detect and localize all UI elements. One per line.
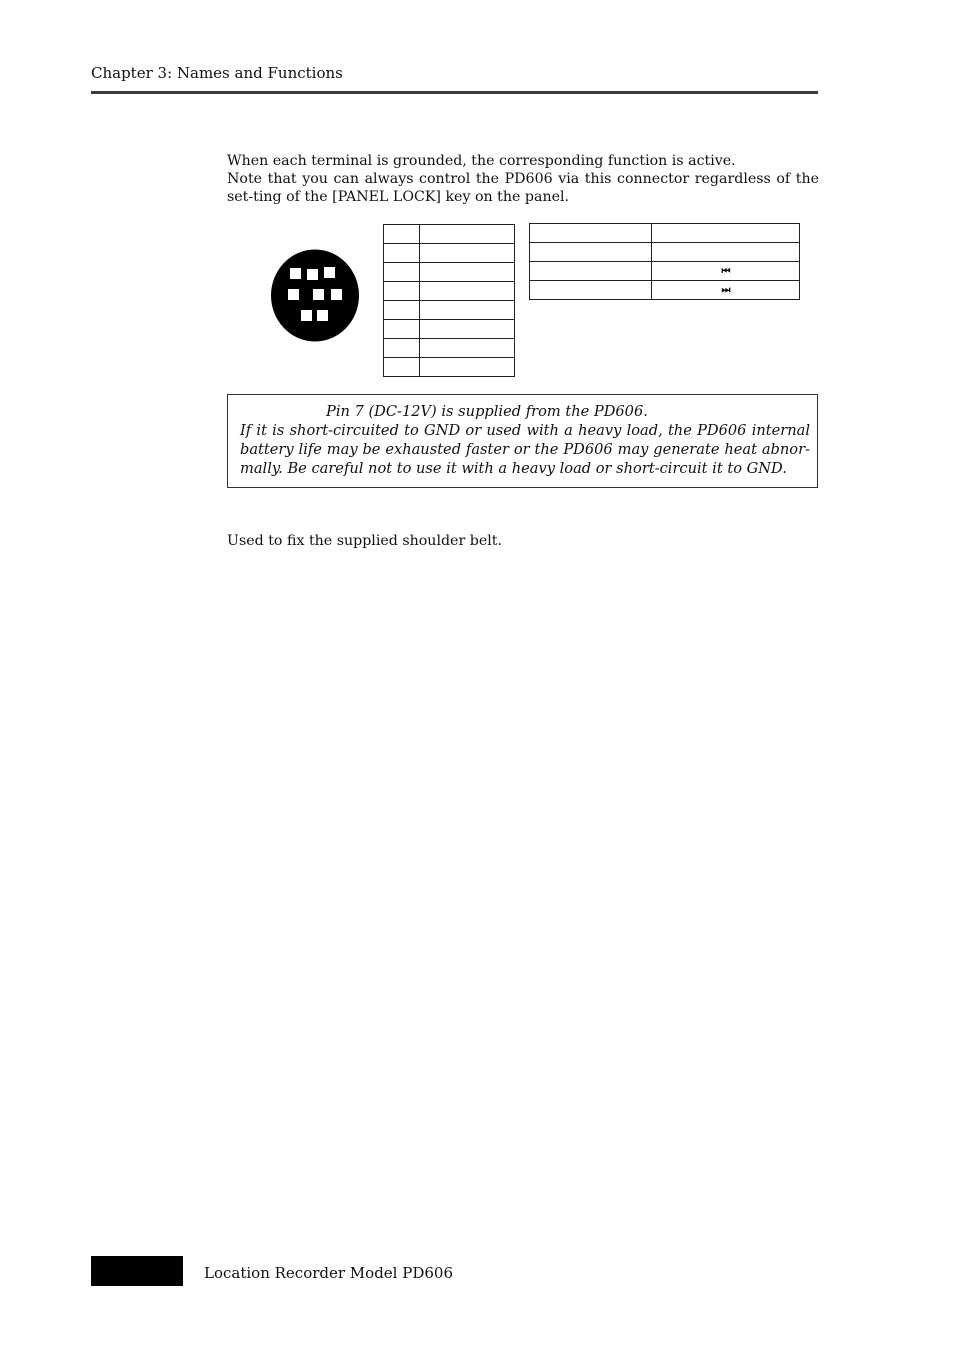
skip-back-icon: ⏮ (652, 262, 800, 281)
header-rule (91, 91, 818, 94)
page-number-block (91, 1256, 183, 1286)
connector-pin (324, 267, 335, 278)
caution-box (227, 394, 818, 488)
table-row (384, 244, 515, 263)
table-row (384, 358, 515, 377)
connector-pin (317, 310, 328, 321)
connector-pin (301, 310, 312, 321)
strap-paragraph (227, 532, 819, 550)
connector-pin (313, 289, 324, 300)
skip-forward-icon: ⏭ (652, 281, 800, 300)
table-row (530, 262, 800, 281)
table-row (384, 225, 515, 244)
table-row (384, 301, 515, 320)
intro-line-1: When each terminal is grounded, the corresponding function is active. (227, 153, 736, 169)
connector-pin (288, 289, 299, 300)
table-row (384, 282, 515, 301)
table-row (530, 224, 800, 243)
table-row (384, 263, 515, 282)
caution-line-1: Pin 7 (DC-12V) is supplied from the PD606. (326, 403, 648, 420)
mini-din-connector-diagram (270, 249, 360, 342)
connector-pin (307, 269, 318, 280)
function-table (529, 223, 800, 300)
table-row (384, 339, 515, 358)
table-row (530, 243, 800, 262)
table-row (384, 320, 515, 339)
connector-pin (290, 268, 301, 279)
intro-paragraph (227, 152, 819, 206)
table-row (530, 281, 800, 300)
caution-body: If it is short-circuited to GND or used with a heavy load, the PD606 internal battery life may be exhausted faster or the PD606 may generate heat abnor-mally. Be careful not to use it with a heavy load or short-circuit it to GND. (240, 422, 810, 477)
connector-pin (331, 289, 342, 300)
chapter-header: Chapter 3: Names and Functions (91, 64, 343, 82)
pin-assignment-table (383, 224, 515, 377)
intro-line-2: Note that you can always control the PD606 via this connector regardless of the set-ting of the [PANEL LOCK] key on the panel. (227, 171, 819, 205)
footer-title: Location Recorder Model PD606 (204, 1264, 453, 1282)
strap-text: Used to fix the supplied shoulder belt. (227, 533, 502, 549)
